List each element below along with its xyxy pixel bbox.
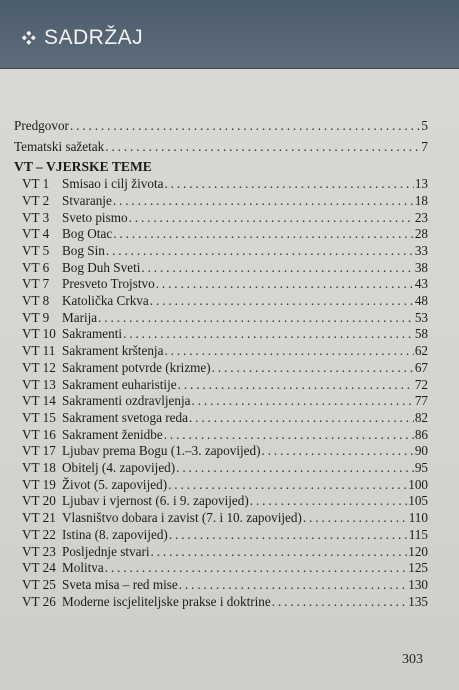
entry-title: Marija [62, 309, 98, 325]
dot-leader [164, 176, 413, 193]
dot-leader [250, 493, 407, 510]
entry-code: VT 23 [22, 543, 56, 559]
entry-title: Sakrament svetoga reda [62, 409, 188, 425]
dot-leader [272, 594, 407, 611]
entry-title: Sakrament euharistije [62, 376, 177, 392]
toc-entry [14, 360, 428, 377]
entry-title: Život (5. zapovijed) [62, 476, 168, 492]
entry-page-number: 130 [408, 576, 428, 592]
entry-code: VT 11 [22, 343, 56, 359]
entry-code: VT 12 [22, 359, 56, 375]
entry-code: VT 20 [22, 493, 56, 509]
entry-code: VT 7 [22, 276, 50, 292]
toc-entry [14, 460, 428, 477]
entry-code: VT 10 [22, 326, 56, 342]
toc-entry [14, 544, 428, 561]
dot-leader [176, 460, 414, 477]
dot-leader [113, 226, 414, 243]
entry-code: VT 9 [22, 309, 50, 325]
toc-entry [14, 527, 428, 544]
entry-page-number: 53 [414, 309, 428, 325]
entry-title: Smisao i cilj života [62, 176, 164, 192]
dot-leader [303, 510, 408, 527]
dot-leader [164, 343, 413, 360]
toc-entry [14, 560, 428, 577]
entry-title: Sveta misa – red mise [62, 576, 178, 592]
entry-page-number: 23 [414, 209, 428, 225]
entry-page-number: 95 [414, 460, 428, 476]
entry-title: Vlasništvo dobara i zavist (7. i 10. zapovijed) [62, 510, 302, 526]
dot-leader [105, 139, 420, 156]
entry-title: Katolička Crkva [62, 293, 149, 309]
entry-page-number: 18 [414, 192, 428, 208]
entry-title: Presveto Trojstvo [62, 276, 155, 292]
entry-page-number: 48 [414, 293, 428, 309]
entry-page-number: 100 [408, 476, 428, 492]
entry-list [14, 176, 428, 610]
entry-title: Stvaranje [62, 192, 112, 208]
toc-entry [14, 477, 428, 494]
entry-code: VT 4 [22, 226, 50, 242]
entry-page-number: 13 [414, 176, 428, 192]
dot-leader [164, 427, 414, 444]
dot-leader [141, 260, 413, 277]
toc-entry [14, 493, 428, 510]
entry-page-number: 120 [408, 543, 428, 559]
dot-leader [262, 443, 414, 460]
entry-code: VT 17 [22, 443, 56, 459]
entry-code: VT 24 [22, 560, 56, 576]
entry-page-number: 28 [414, 226, 428, 242]
dot-leader [178, 377, 414, 394]
toc-entry [14, 510, 428, 527]
toc-entry [14, 176, 428, 193]
toc-entry [14, 443, 428, 460]
entry-code: VT 19 [22, 476, 56, 492]
entry-title: Ljubav i vjernost (6. i 9. zapovijed) [62, 493, 249, 509]
entry-code: VT 3 [22, 209, 50, 225]
toc-entry [14, 326, 428, 343]
toc-entry [14, 393, 428, 410]
dot-leader [212, 360, 414, 377]
toc-entry [14, 310, 428, 327]
entry-code: VT 15 [22, 409, 56, 425]
entry-page-number: 110 [408, 510, 428, 526]
header [22, 26, 143, 50]
entry-page-number: 115 [408, 526, 428, 542]
toc-entry [14, 276, 428, 293]
entry-code: VT 26 [22, 593, 56, 609]
entry-page-number: 90 [414, 443, 428, 459]
entry-code: VT 14 [22, 393, 56, 409]
entry-page-number: 5 [421, 118, 428, 133]
entry-page-number: 77 [414, 393, 428, 409]
toc-entry [14, 293, 428, 310]
entry-code: VT 5 [22, 242, 50, 258]
entry-code: VT 25 [22, 576, 56, 592]
entry-page-number: 58 [414, 326, 428, 342]
entry-page-number: 33 [414, 242, 428, 258]
entry-code: VT 13 [22, 376, 56, 392]
dot-leader [179, 577, 407, 594]
dot-leader [98, 310, 414, 327]
entry-title: Istina (8. zapovijed) [62, 526, 168, 542]
intro-entry [14, 118, 428, 135]
entry-page-number: 86 [414, 426, 428, 442]
toc-entry [14, 577, 428, 594]
entry-page-number: 67 [414, 359, 428, 375]
entry-code: VT 8 [22, 293, 50, 309]
toc-entry [14, 210, 428, 227]
toc-entry [14, 594, 428, 611]
dot-leader [70, 118, 420, 135]
dot-leader [169, 527, 408, 544]
intro-list [14, 118, 428, 155]
intro-entry [14, 139, 428, 156]
dot-leader [151, 544, 408, 561]
entry-title: Posljednje stvari [62, 543, 150, 559]
entry-title: Sveto pismo [62, 209, 128, 225]
entry-code: VT 21 [22, 510, 56, 526]
dot-leader [105, 560, 407, 577]
entry-page-number: 125 [408, 560, 428, 576]
entry-code: VT 18 [22, 460, 56, 476]
entry-code: VT 1 [22, 176, 50, 192]
entry-title: Sakrament krštenja [62, 343, 164, 359]
toc-entry [14, 243, 428, 260]
entry-page-number: 43 [414, 276, 428, 292]
entry-code: VT 6 [22, 259, 50, 275]
entry-title: Molitva [62, 560, 104, 576]
entry-title: Bog Sin [62, 242, 105, 258]
dot-leader [123, 326, 414, 343]
entry-page-number: 105 [408, 493, 428, 509]
entry-title: Tematski sažetak [14, 138, 105, 154]
dot-leader [113, 193, 414, 210]
entry-title: Ljubav prema Bogu (1.–3. zapovijed) [62, 443, 261, 459]
dot-leader [129, 210, 414, 227]
entry-page-number: 82 [414, 409, 428, 425]
toc-entry [14, 410, 428, 427]
entry-title: Bog Otac [62, 226, 113, 242]
entry-code: VT 22 [22, 526, 56, 542]
toc-entry [14, 226, 428, 243]
entry-page-number: 72 [414, 376, 428, 392]
table-of-contents [14, 118, 428, 610]
diamond-cluster-icon [22, 31, 36, 45]
entry-page-number: 62 [414, 343, 428, 359]
entry-code: VT 2 [22, 192, 50, 208]
entry-title: Obitelj (4. zapovijed) [62, 460, 176, 476]
entry-page-number: 7 [421, 138, 428, 154]
toc-entry [14, 427, 428, 444]
dot-leader [106, 243, 414, 260]
toc-entry [14, 193, 428, 210]
dot-leader [168, 477, 407, 494]
page-title: SADRŽAJ [44, 26, 144, 49]
dot-leader [150, 293, 414, 310]
toc-entry [14, 343, 428, 360]
entry-title: Sakramenti ozdravljenja [62, 393, 191, 409]
toc-entry [14, 260, 428, 277]
entry-title: Sakrament ženidbe [62, 426, 163, 442]
toc-entry [14, 377, 428, 394]
header-band [0, 0, 459, 69]
page-number: 303 [402, 652, 423, 667]
entry-title: Sakrament potvrde (krizme) [62, 359, 211, 375]
entry-title: Bog Duh Sveti [62, 259, 141, 275]
dot-leader [189, 410, 414, 427]
dot-leader [156, 276, 414, 293]
entry-page-number: 135 [408, 593, 428, 609]
dot-leader [192, 393, 414, 410]
entry-title: Sakramenti [62, 326, 123, 342]
entry-code: VT 16 [22, 426, 56, 442]
entry-title: Moderne iscjeliteljske prakse i doktrine [62, 593, 271, 609]
entry-title: Predgovor [14, 118, 69, 133]
entry-page-number: 38 [414, 259, 428, 275]
section-heading: VT – VJERSKE TEME [14, 159, 152, 175]
